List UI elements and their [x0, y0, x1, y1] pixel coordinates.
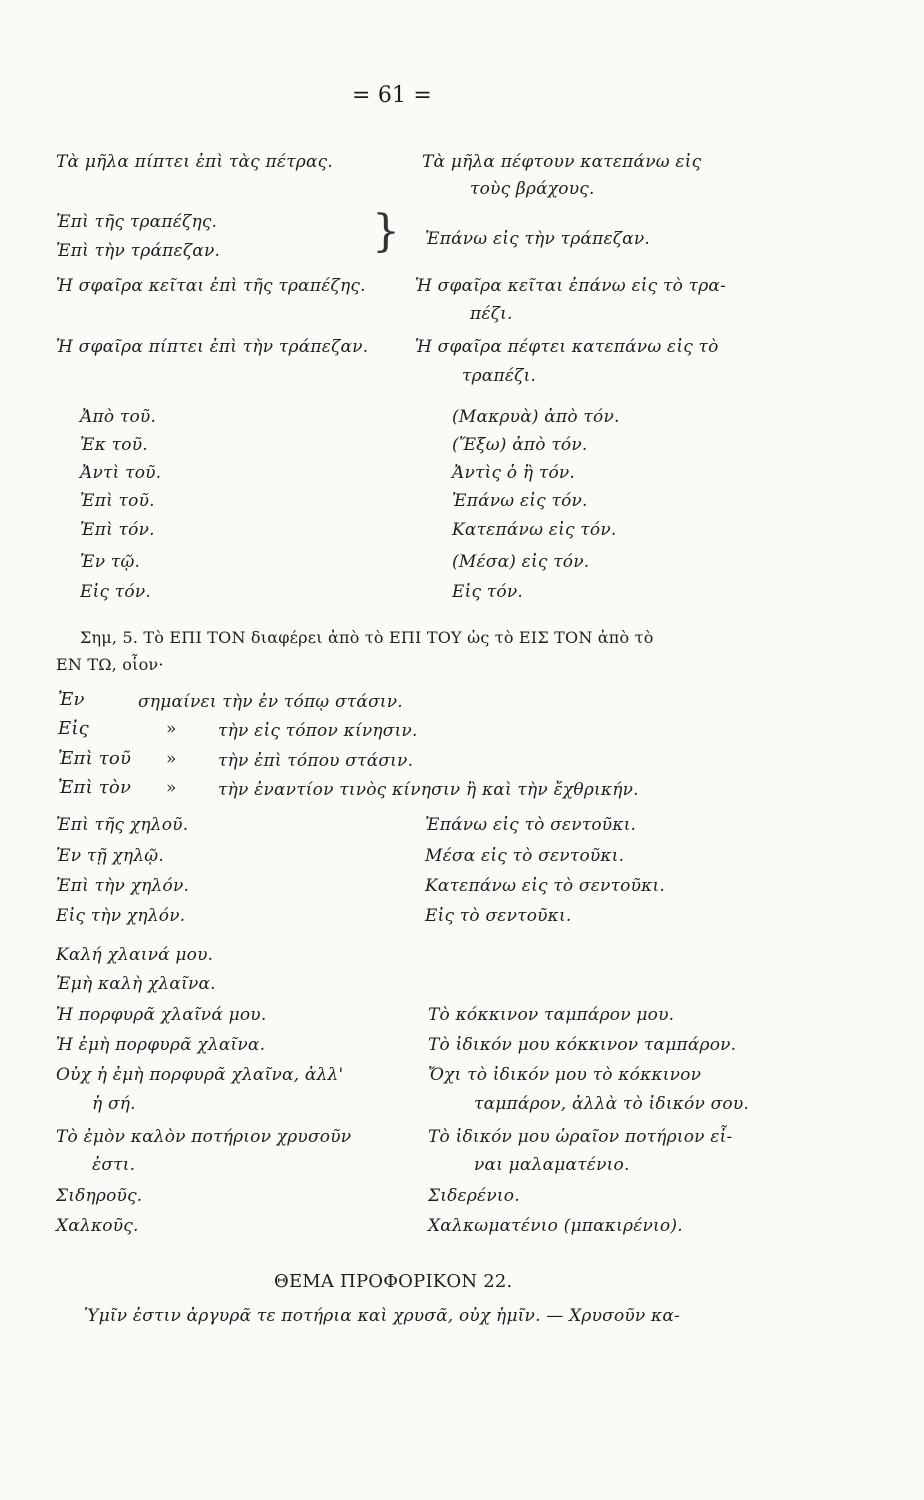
table-cell: Ἐκ τοῦ.: [80, 435, 148, 455]
table-cell: (Μακρυὰ) ἀπὸ τόν.: [452, 407, 620, 427]
table-cell: Εἰς τὸ σεντοῦκι.: [425, 906, 572, 926]
table-cell: Ἐπάνω εἰς τὸ σεντοῦκι.: [425, 815, 637, 835]
meaning-text: τὴν ἐπὶ τόπου στάσιν.: [218, 751, 414, 771]
text-line: Τὸ ἰδικόν μου ὡραῖον ποτήριον εἶ-: [428, 1127, 733, 1147]
table-cell: (Μέσα) εἰς τόν.: [452, 552, 590, 572]
text-line: ταμπάρον, ἀλλὰ τὸ ἰδικόν σου.: [474, 1094, 749, 1114]
meaning-text: τὴν εἰς τόπον κίνησιν.: [218, 721, 418, 741]
text-line: Σιδηροῦς.: [56, 1186, 143, 1206]
note-line: Σημ, 5. Τὸ ΕΠΙ ΤΟΝ διαφέρει ἀπὸ τὸ ΕΠΙ ΤΟΥ ὡς τὸ ΕΙΣ ΤΟΝ ἀπὸ τὸ: [80, 628, 654, 647]
text-line: Σιδερένιο.: [428, 1186, 520, 1206]
text-line: Ἡ ἐμὴ πορφυρᾶ χλαῖνα.: [56, 1035, 266, 1055]
table-cell: Ἐπὶ τῆς χηλοῦ.: [56, 815, 189, 835]
table-cell: Ἐν τῇ χηλῷ.: [56, 846, 164, 866]
text-line: Ὑμῖν ἐστιν ἀργυρᾶ τε ποτήρια καὶ χρυσᾶ, οὐχ ἡμῖν. — Χρυσοῦν κα-: [84, 1306, 681, 1326]
table-cell: Κατεπάνω εἰς τόν.: [452, 520, 617, 540]
meaning-term: Ἐπὶ τὸν: [58, 777, 132, 798]
text-line: Ἐπὶ τὴν τράπεζαν.: [56, 241, 221, 261]
text-line: Τὰ μῆλα πέφτουν κατεπάνω εἰς: [422, 152, 702, 172]
meaning-term: Ἐπὶ τοῦ: [58, 748, 132, 769]
text-line: Οὐχ ἡ ἐμὴ πορφυρᾶ χλαῖνα, ἀλλ': [56, 1065, 344, 1085]
text-line: Χαλκωματένιο (μπακιρένιο).: [428, 1216, 683, 1236]
table-cell: Κατεπάνω εἰς τὸ σεντοῦκι.: [425, 876, 665, 896]
text-line: Ἡ σφαῖρα κεῖται ἐπὶ τῆς τραπέζης.: [56, 276, 366, 296]
table-cell: Εἰς τόν.: [452, 582, 523, 602]
note-line: ΕΝ ΤΩ, οἷον·: [56, 655, 164, 674]
text-line: Ἡ σφαῖρα πέφτει κατεπάνω εἰς τὸ: [415, 337, 719, 357]
table-cell: Ἐπὶ τὴν χηλόν.: [56, 876, 190, 896]
table-cell: Ἀπὸ τοῦ.: [80, 407, 157, 427]
text-line: τοὺς βράχους.: [470, 179, 595, 199]
text-line: ἡ σή.: [92, 1094, 136, 1114]
text-line: πέζι.: [470, 304, 513, 324]
brace-symbol: }: [372, 206, 400, 257]
table-cell: Μέσα εἰς τὸ σεντοῦκι.: [425, 846, 625, 866]
table-cell: (Ἔξω) ἀπὸ τόν.: [452, 435, 588, 455]
table-cell: Ἐν τῷ.: [80, 552, 141, 572]
text-line: Ἐπὶ τῆς τραπέζης.: [56, 212, 218, 232]
text-line: Τὸ ἐμὸν καλὸν ποτήριον χρυσοῦν: [56, 1127, 352, 1147]
text-line: Τὸ κόκκινον ταμπάρον μου.: [428, 1005, 675, 1025]
text-line: Ἡ σφαῖρα κεῖται ἐπάνω εἰς τὸ τρα-: [415, 276, 727, 296]
table-cell: Ἀντὶς ὁ ἢ τόν.: [452, 463, 576, 483]
ditto-mark: »: [166, 719, 177, 739]
meaning-text: τὴν ἐναντίον τινὸς κίνησιν ἢ καὶ τὴν ἔχθρικήν.: [218, 780, 639, 800]
text-line: Τὸ ἰδικόν μου κόκκινον ταμπάρον.: [428, 1035, 737, 1055]
table-cell: Ἐπὶ τόν.: [80, 520, 155, 540]
ditto-mark: »: [166, 749, 177, 769]
table-cell: Εἰς τὴν χηλόν.: [56, 906, 186, 926]
text-line: Ἡ σφαῖρα πίπτει ἐπὶ τὴν τράπεζαν.: [56, 337, 369, 357]
meaning-term: Ἐν: [58, 689, 85, 710]
text-line: Ἡ πορφυρᾶ χλαῖνά μου.: [56, 1005, 267, 1025]
text-line: Καλή χλαινά μου.: [56, 945, 214, 965]
page-number: = 61 =: [352, 83, 433, 108]
meaning-term: Εἰς: [58, 718, 89, 739]
text-line: Χαλκοῦς.: [56, 1216, 139, 1236]
text-line: Ἐμὴ καλὴ χλαῖνα.: [56, 974, 216, 994]
table-cell: Ἀντὶ τοῦ.: [80, 463, 162, 483]
text-line: Ἐπάνω εἰς τὴν τράπεζαν.: [425, 229, 651, 249]
text-line: ναι μαλαματένιο.: [474, 1155, 630, 1175]
section-title: ΘΕΜΑ ΠΡΟΦΟΡΙΚΟΝ 22.: [274, 1271, 513, 1292]
table-cell: Ἐπὶ τοῦ.: [80, 491, 155, 511]
text-line: Τὰ μῆλα πίπτει ἐπὶ τὰς πέτρας.: [56, 152, 333, 172]
text-line: Ὄχι τὸ ἰδικόν μου τὸ κόκκινον: [428, 1065, 702, 1085]
text-line: τραπέζι.: [462, 366, 537, 386]
meaning-text: σημαίνει τὴν ἐν τόπῳ στάσιν.: [138, 692, 403, 712]
ditto-mark: »: [166, 778, 177, 798]
table-cell: Ἐπάνω εἰς τόν.: [452, 491, 588, 511]
table-cell: Εἰς τόν.: [80, 582, 151, 602]
text-line: ἐστι.: [92, 1155, 136, 1175]
